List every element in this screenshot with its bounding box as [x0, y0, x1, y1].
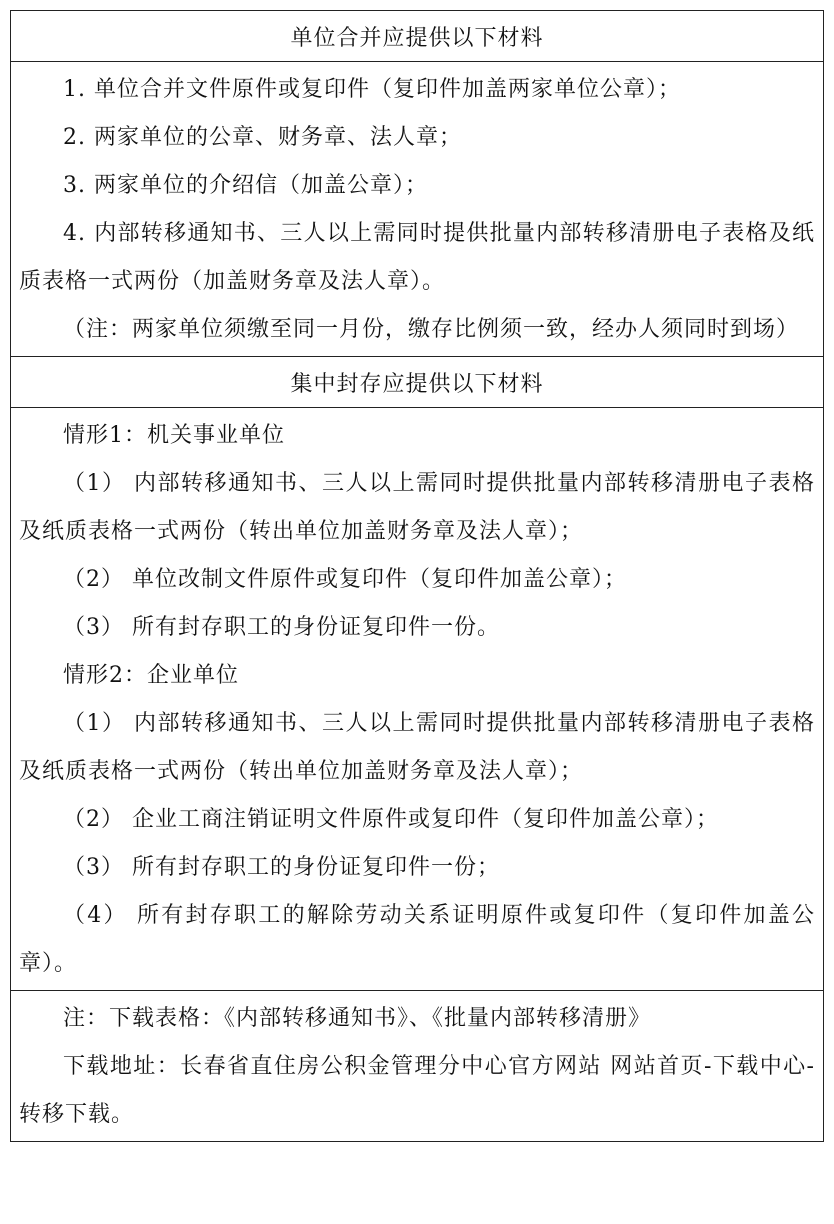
- case-2-heading: 情形2：企业单位: [63, 663, 239, 688]
- case-1-item-1: （1） 内部转移通知书、三人以上需同时提供批量内部转移清册电子表格及纸质表格一式两份（转出单位加盖财务章及法人章）；: [19, 471, 815, 544]
- case-1-heading: 情形1：机关事业单位: [63, 423, 285, 448]
- case-2-item-4: （4） 所有封存职工的解除劳动关系证明原件或复印件（复印件加盖公章）。: [19, 903, 815, 976]
- case-2-item-2: （2） 企业工商注销证明文件原件或复印件（复印件加盖公章）；: [63, 807, 719, 832]
- case-1-item-2: （2） 单位改制文件原件或复印件（复印件加盖公章）；: [63, 567, 627, 592]
- case-2-item-3: （3） 所有封存职工的身份证复印件一份；: [63, 855, 500, 880]
- download-forms-note: 注：下载表格：《内部转移通知书》、《批量内部转移清册》: [63, 1006, 652, 1031]
- merger-note: （注：两家单位须缴至同一月份，缴存比例须一致，经办人须同时到场）: [63, 317, 800, 342]
- merger-item-2: 2. 两家单位的公章、财务章、法人章；: [63, 125, 462, 150]
- section-body-unit-merger: [11, 62, 823, 357]
- materials-table: [10, 10, 824, 1142]
- section-header-centralized-sealing: 集中封存应提供以下材料: [11, 357, 823, 408]
- section-header-unit-merger: 单位合并应提供以下材料: [11, 11, 823, 62]
- case-1-item-3: （3） 所有封存职工的身份证复印件一份。: [63, 615, 500, 640]
- download-address: 下载地址：长春省直住房公积金管理分中心官方网站 网站首页-下载中心-转移下载。: [19, 1054, 815, 1127]
- merger-item-3: 3. 两家单位的介绍信（加盖公章）；: [63, 173, 428, 198]
- case-2-item-1: （1） 内部转移通知书、三人以上需同时提供批量内部转移清册电子表格及纸质表格一式两份（转出单位加盖财务章及法人章）；: [19, 711, 815, 784]
- section-body-centralized-sealing: [11, 408, 823, 991]
- merger-item-4: 4. 内部转移通知书、三人以上需同时提供批量内部转移清册电子表格及纸质表格一式两份（加盖财务章及法人章）。: [19, 221, 815, 294]
- section-body-download-note: [11, 991, 823, 1141]
- merger-item-1: 1. 单位合并文件原件或复印件（复印件加盖两家单位公章）；: [63, 77, 681, 102]
